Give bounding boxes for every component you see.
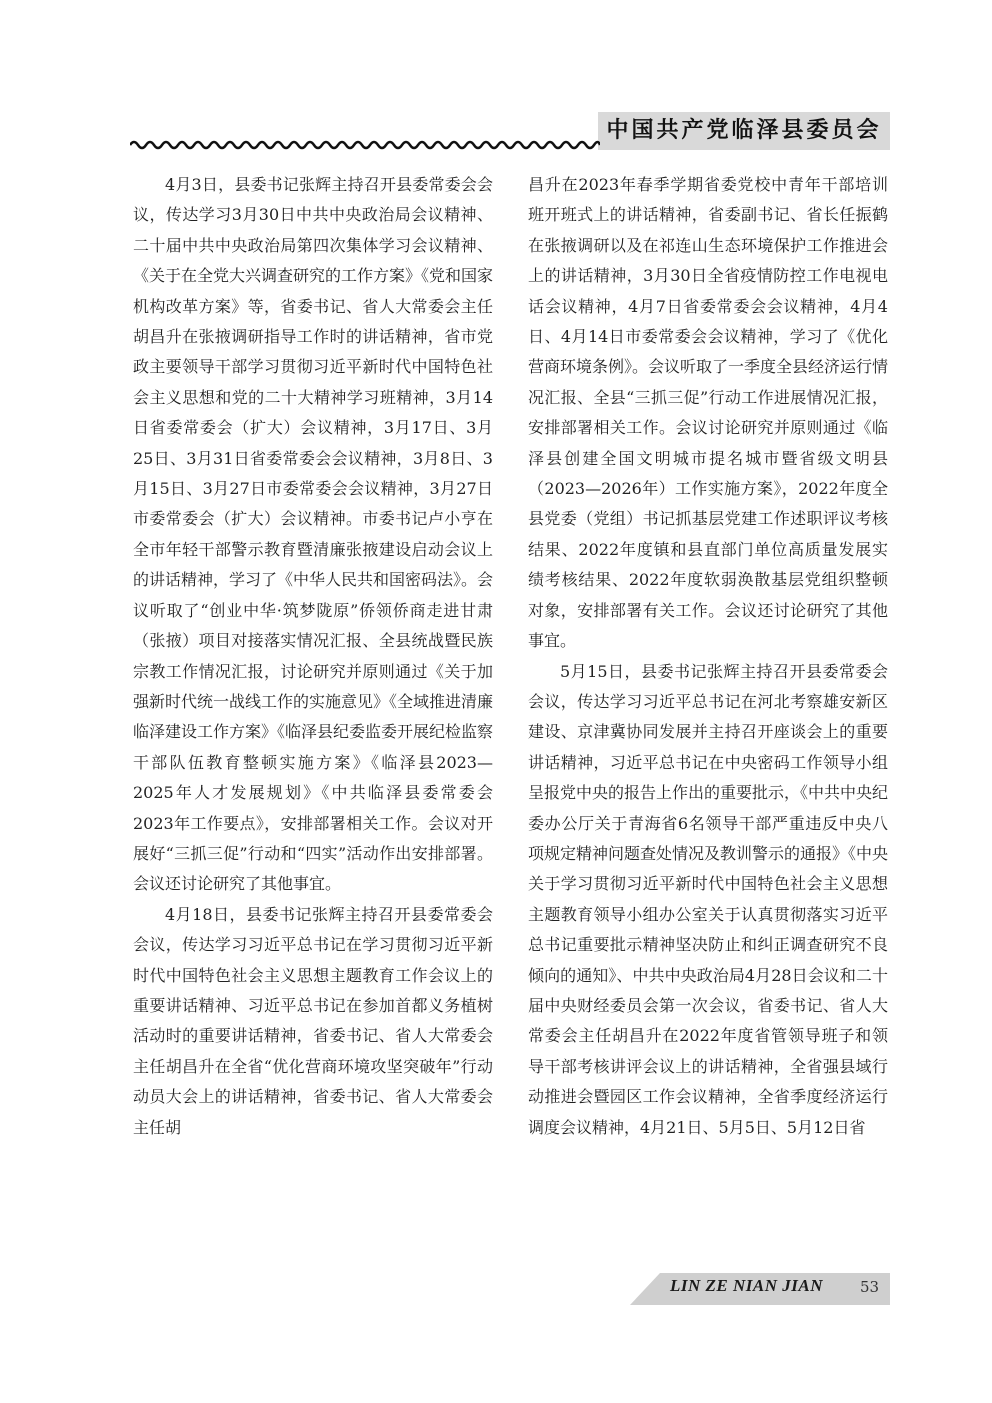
header-title: 中国共产党临泽县委员会	[598, 112, 890, 150]
article-paragraph: 4月18日，县委书记张辉主持召开县委常委会会议，传达学习习近平总书记在学习贯彻习近平新时代中国特色社会主义思想主题教育工作会议上的重要讲话精神、习近平总书记在参加首都义务植树活动时的重要讲话精神，省委书记、省人大常委会主任胡昌升在全省“优化营商环境攻坚突破年”行动动员大会上的讲话精神，省委书记、省人大常委会主任胡	[133, 904, 493, 1137]
journal-name: LIN ZE NIAN JIAN	[670, 1276, 823, 1295]
header-wave-divider	[130, 138, 600, 152]
article-paragraph: 5月15日，县委书记张辉主持召开县委常委会会议，传达学习习近平总书记在河北考察雄安新区建设、京津冀协同发展并主持召开座谈会上的重要讲话精神，习近平总书记在中央密码工作领导小组呈报党中央的报告上作出的重要批示，《中共中央纪委办公厅关于青海省6名领导干部严重违反中央八项规定精神问题查处情况及教训警示的通报》《中央关于学习贯彻习近平新时代中国特色社会主义思想主题教育领导小组办公室关于认真贯彻落实习近平总书记重要批示精神坚决防止和纠正调查研究不良倾向的通知》、中共中央政治局4月28日会议和二十届中央财经委员会第一次会议，省委书记、省人大常委会主任胡昌升在2022年度省管领导班子和领导干部考核讲评会议上的讲话精神，全省强县域行动推进会暨园区工作会议精神，全省季度经济运行调度会议精神，4月21日、5月5日、5月12日省	[528, 661, 889, 1137]
left-column	[133, 170, 493, 1143]
article-paragraph-continued: 昌升在2023年春季学期省委党校中青年干部培训班开班式上的讲话精神，省委副书记、省长任振鹤在张掖调研以及在祁连山生态环境保护工作推进会上的讲话精神，3月30日全省疫情防控工作电视电话会议精神，4月7日省委常委会会议精神，4月4日、4月14日市委常委会会议精神，学习了《优化营商环境条例》。会议听取了一季度全县经济运行情况汇报、全县“三抓三促”行动工作进展情况汇报，安排部署相关工作。会议讨论研究并原则通过《临泽县创建全国文明城市提名城市暨省级文明县（2023—2026年）工作实施方案》，2022年度全县党委（党组）书记抓基层党建工作述职评议考核结果、2022年度镇和县直部门单位高质量发展实绩考核结果、2022年度软弱涣散基层党组织整顿对象，安排部署有关工作。会议还讨论研究了其他事宜。	[528, 175, 889, 651]
article-paragraph: 4月3日，县委书记张辉主持召开县委常委会会议，传达学习3月30日中共中央政治局会议精神、二十届中共中央政治局第四次集体学习会议精神、《关于在全党大兴调查研究的工作方案》《党和国家机构改革方案》等，省委书记、省人大常委会主任胡昌升在张掖调研指导工作时的讲话精神，省市党政主要领导干部学习贯彻习近平新时代中国特色社会主义思想和党的二十大精神学习班精神，3月14日省委常委会（扩大）会议精神，3月17日、3月25日、3月31日省委常委会会议精神，3月8日、3月15日、3月27日市委常委会会议精神，3月27日市委常委会（扩大）会议精神。市委书记卢小亨在全市年轻干部警示教育暨清廉张掖建设启动会议上的讲话精神，学习了《中华人民共和国密码法》。会议听取了“创业中华·筑梦陇原”侨领侨商走进甘肃（张掖）项目对接落实情况汇报、全县统战暨民族宗教工作情况汇报，讨论研究并原则通过《关于加强新时代统一战线工作的实施意见》《全域推进清廉临泽建设工作方案》《临泽县纪委监委开展纪检监察干部队伍教育整顿实施方案》《临泽县2023—2025年人才发展规划》《中共临泽县委常委会2023年工作要点》，安排部署相关工作。会议对开展好“三抓三促”行动和“四实”活动作出安排部署。会议还讨论研究了其他事宜。	[133, 175, 494, 894]
right-column	[528, 170, 888, 1143]
page-number: 53	[860, 1278, 880, 1296]
